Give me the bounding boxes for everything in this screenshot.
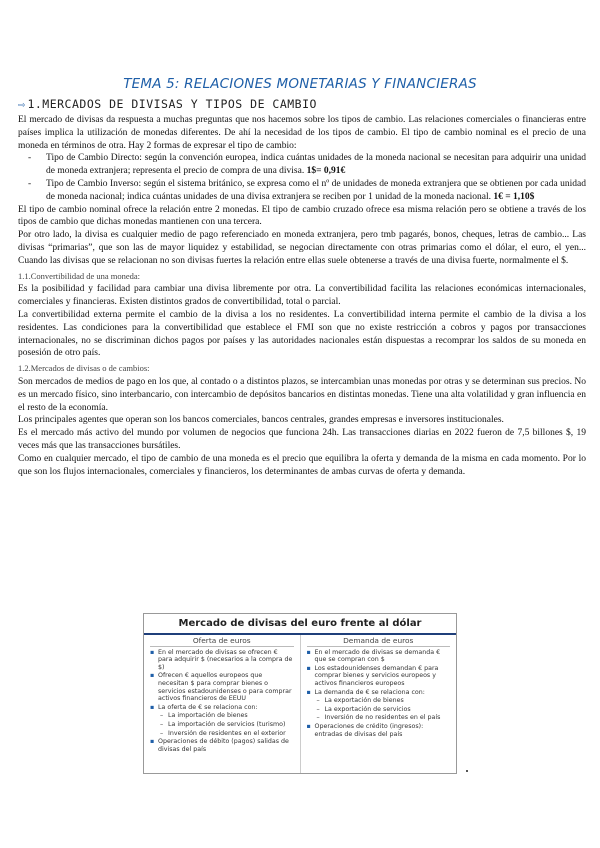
- list-item-text: Tipo de Cambio Directo: según la convención europea, indica cuántas unidades de la moneda nacional se necesitan para adquirir una unidad de moneda extranjera; representa el precio de compra de una divisa.: [46, 153, 586, 177]
- table-columns: [144, 635, 456, 773]
- supply-list-end: [150, 738, 294, 753]
- paragraph-cross-rate: El tipo de cambio nominal ofrece la relación entre 2 monedas. El tipo de cambio cruzado ofrece esa misma relación pero se obtiene a través de los tipos de cambio que dichas monedas mantienen con una tercera.: [18, 204, 586, 228]
- arrow-icon: ⇨: [18, 97, 26, 111]
- paragraph-convertibility-types: La convertibilidad externa permite el cambio de la divisa a los no residentes. La convertibilidad interna permite el cambio de la divisa a los residentes. Las condiciones para la convertibilidad que establece el FMI son que no existe restricción a cobros y pagos por transacciones internacionales, no se discriminan dichos pagos por países y las autoridades nacionales están dispuestas a recomprar los saldos de su moneda en posesión de otro país.: [18, 309, 586, 359]
- document-body: [18, 114, 586, 478]
- list-item: – La exportación de servicios: [325, 706, 451, 714]
- list-item-inverse: [46, 178, 586, 204]
- paragraph-volume: Es el mercado más activo del mundo por volumen de negocios que funciona 24h. Las transacciones diarias en 2022 fueron de 7,5 billones $, 19 veces más que las transacciones bursátiles.: [18, 428, 586, 451]
- list-item: ▪ En el mercado de divisas se ofrecen € para adquirir $ (necesarios a la compra de $): [158, 649, 294, 672]
- supply-list: [150, 649, 294, 712]
- page-title: TEMA 5: RELACIONES MONETARIAS Y FINANCIERAS: [123, 76, 477, 92]
- paragraph-convertibility: Es la posibilidad y facilidad para cambiar una divisa libremente por otra. La convertibilidad facilita las relaciones económicas internacionales, comerciales y financieras. Existen distintos grados de convertibilidad, total o parcial.: [18, 284, 586, 308]
- paragraph-currency: Por otro lado, la divisa es cualquier medio de pago referenciado en moneda extranjera, pero tmb pagarés, bonos, cheques, letras de cambio... Las divisas “primarias”, que son las de mayor liquidez y estabilidad, se negocian directamente con otras primarias como el dólar, el euro, el yen... Cuando las divisas que se relacionan no son divisas fuertes la relación entre ellas suele obtenerse a través de una divisa fuerte, normalmente el $.: [18, 230, 586, 266]
- list-item-direct: [46, 152, 586, 178]
- list-item: ▪ La demanda de € se relaciona con:: [315, 689, 451, 697]
- list-item: ▪ Ofrecen € aquellos europeos que necesitan $ para comprar bienes o servicios estadounidenses o para comprar activos financieros de EEUU: [158, 672, 294, 702]
- list-item: – La importación de servicios (turismo): [168, 721, 294, 729]
- list-item-example: 1€ = 1,10$: [493, 191, 535, 202]
- list-item: – Inversión de no residentes en el país: [325, 714, 451, 722]
- supply-column: [144, 635, 300, 773]
- list-item: – Inversión de residentes en el exterior: [168, 730, 294, 738]
- demand-header: Demanda de euros: [307, 637, 451, 647]
- demand-column: [300, 635, 457, 773]
- section-heading: [18, 97, 317, 111]
- list-item: – La importación de bienes: [168, 712, 294, 720]
- supply-header: Oferta de euros: [150, 637, 294, 647]
- demand-nested-list: [307, 697, 451, 722]
- list-item: ▪ Operaciones de crédito (ingresos): entradas de divisas del país: [315, 723, 451, 738]
- page-mark: [466, 770, 468, 772]
- demand-list: [307, 649, 451, 697]
- list-item: ▪ En el mercado de divisas se demanda € que se compran con $: [315, 649, 451, 664]
- table-title: Mercado de divisas del euro frente al dólar: [144, 614, 456, 635]
- demand-list-end: [307, 723, 451, 738]
- list-item-example: 1$= 0,91€: [306, 166, 346, 177]
- subheading-convertibility: 1.1.Convertibilidad de una moneda:: [18, 270, 141, 281]
- list-item: ▪ La oferta de € se relaciona con:: [158, 704, 294, 712]
- paragraph-equilibrium: Como en cualquier mercado, el tipo de cambio de una moneda es el precio que equilibra la oferta y demanda de la misma en cada momento. Por lo que son los flujos internacionales, comerciales y financieros, los determinantes de ambas curvas de oferta y demanda.: [18, 453, 586, 477]
- section-heading-text: 1.MERCADOS DE DIVISAS Y TIPOS DE CAMBIO: [27, 97, 317, 111]
- exchange-rate-list: [18, 152, 586, 203]
- paragraph-markets: Son mercados de medios de pago en los que, al contado o a distintos plazos, se intercambian unas monedas por otras y se determinan sus precios. No es un mercado físico, sino interbancario, con intercambio de depósitos bancarios en distintas monedas. Tiene una alta volatilidad y gran influencia en el resto de la economía.: [18, 376, 586, 413]
- currency-market-table: [143, 613, 457, 774]
- list-item: – La exportación de bienes: [325, 697, 451, 705]
- paragraph-intro: El mercado de divisas da respuesta a muchas preguntas que nos hacemos sobre los tipos de cambio. Las relaciones comerciales o financieras entre países implica la utilización de monedas diferentes. De ahí la necesidad de los tipos de cambio. El tipo de cambio nominal es el precio de una moneda en términos de otra. Hay 2 formas de expresar el tipo de cambio:: [18, 115, 586, 151]
- list-item-text: Tipo de Cambio Inverso: según el sistema británico, se expresa como el nº de unidades de moneda extranjera que se obtienen por cada unidad de moneda nacional; indica cuántas unidades de una divisa extranjera se reciben por 1 unidad de la moneda nacional.: [46, 178, 586, 202]
- list-item: ▪ Operaciones de débito (pagos) salidas de divisas del país: [158, 738, 294, 753]
- supply-nested-list: [150, 712, 294, 737]
- subheading-markets: 1.2.Mercados de divisas o de cambios:: [18, 363, 150, 374]
- paragraph-agents: Los principales agentes que operan son los bancos comerciales, bancos centrales, grandes empresas e inversores institucionales.: [18, 415, 504, 426]
- list-item: ▪ Los estadounidenses demandan € para comprar bienes y servicios europeos y activos financieros europeos: [315, 665, 451, 688]
